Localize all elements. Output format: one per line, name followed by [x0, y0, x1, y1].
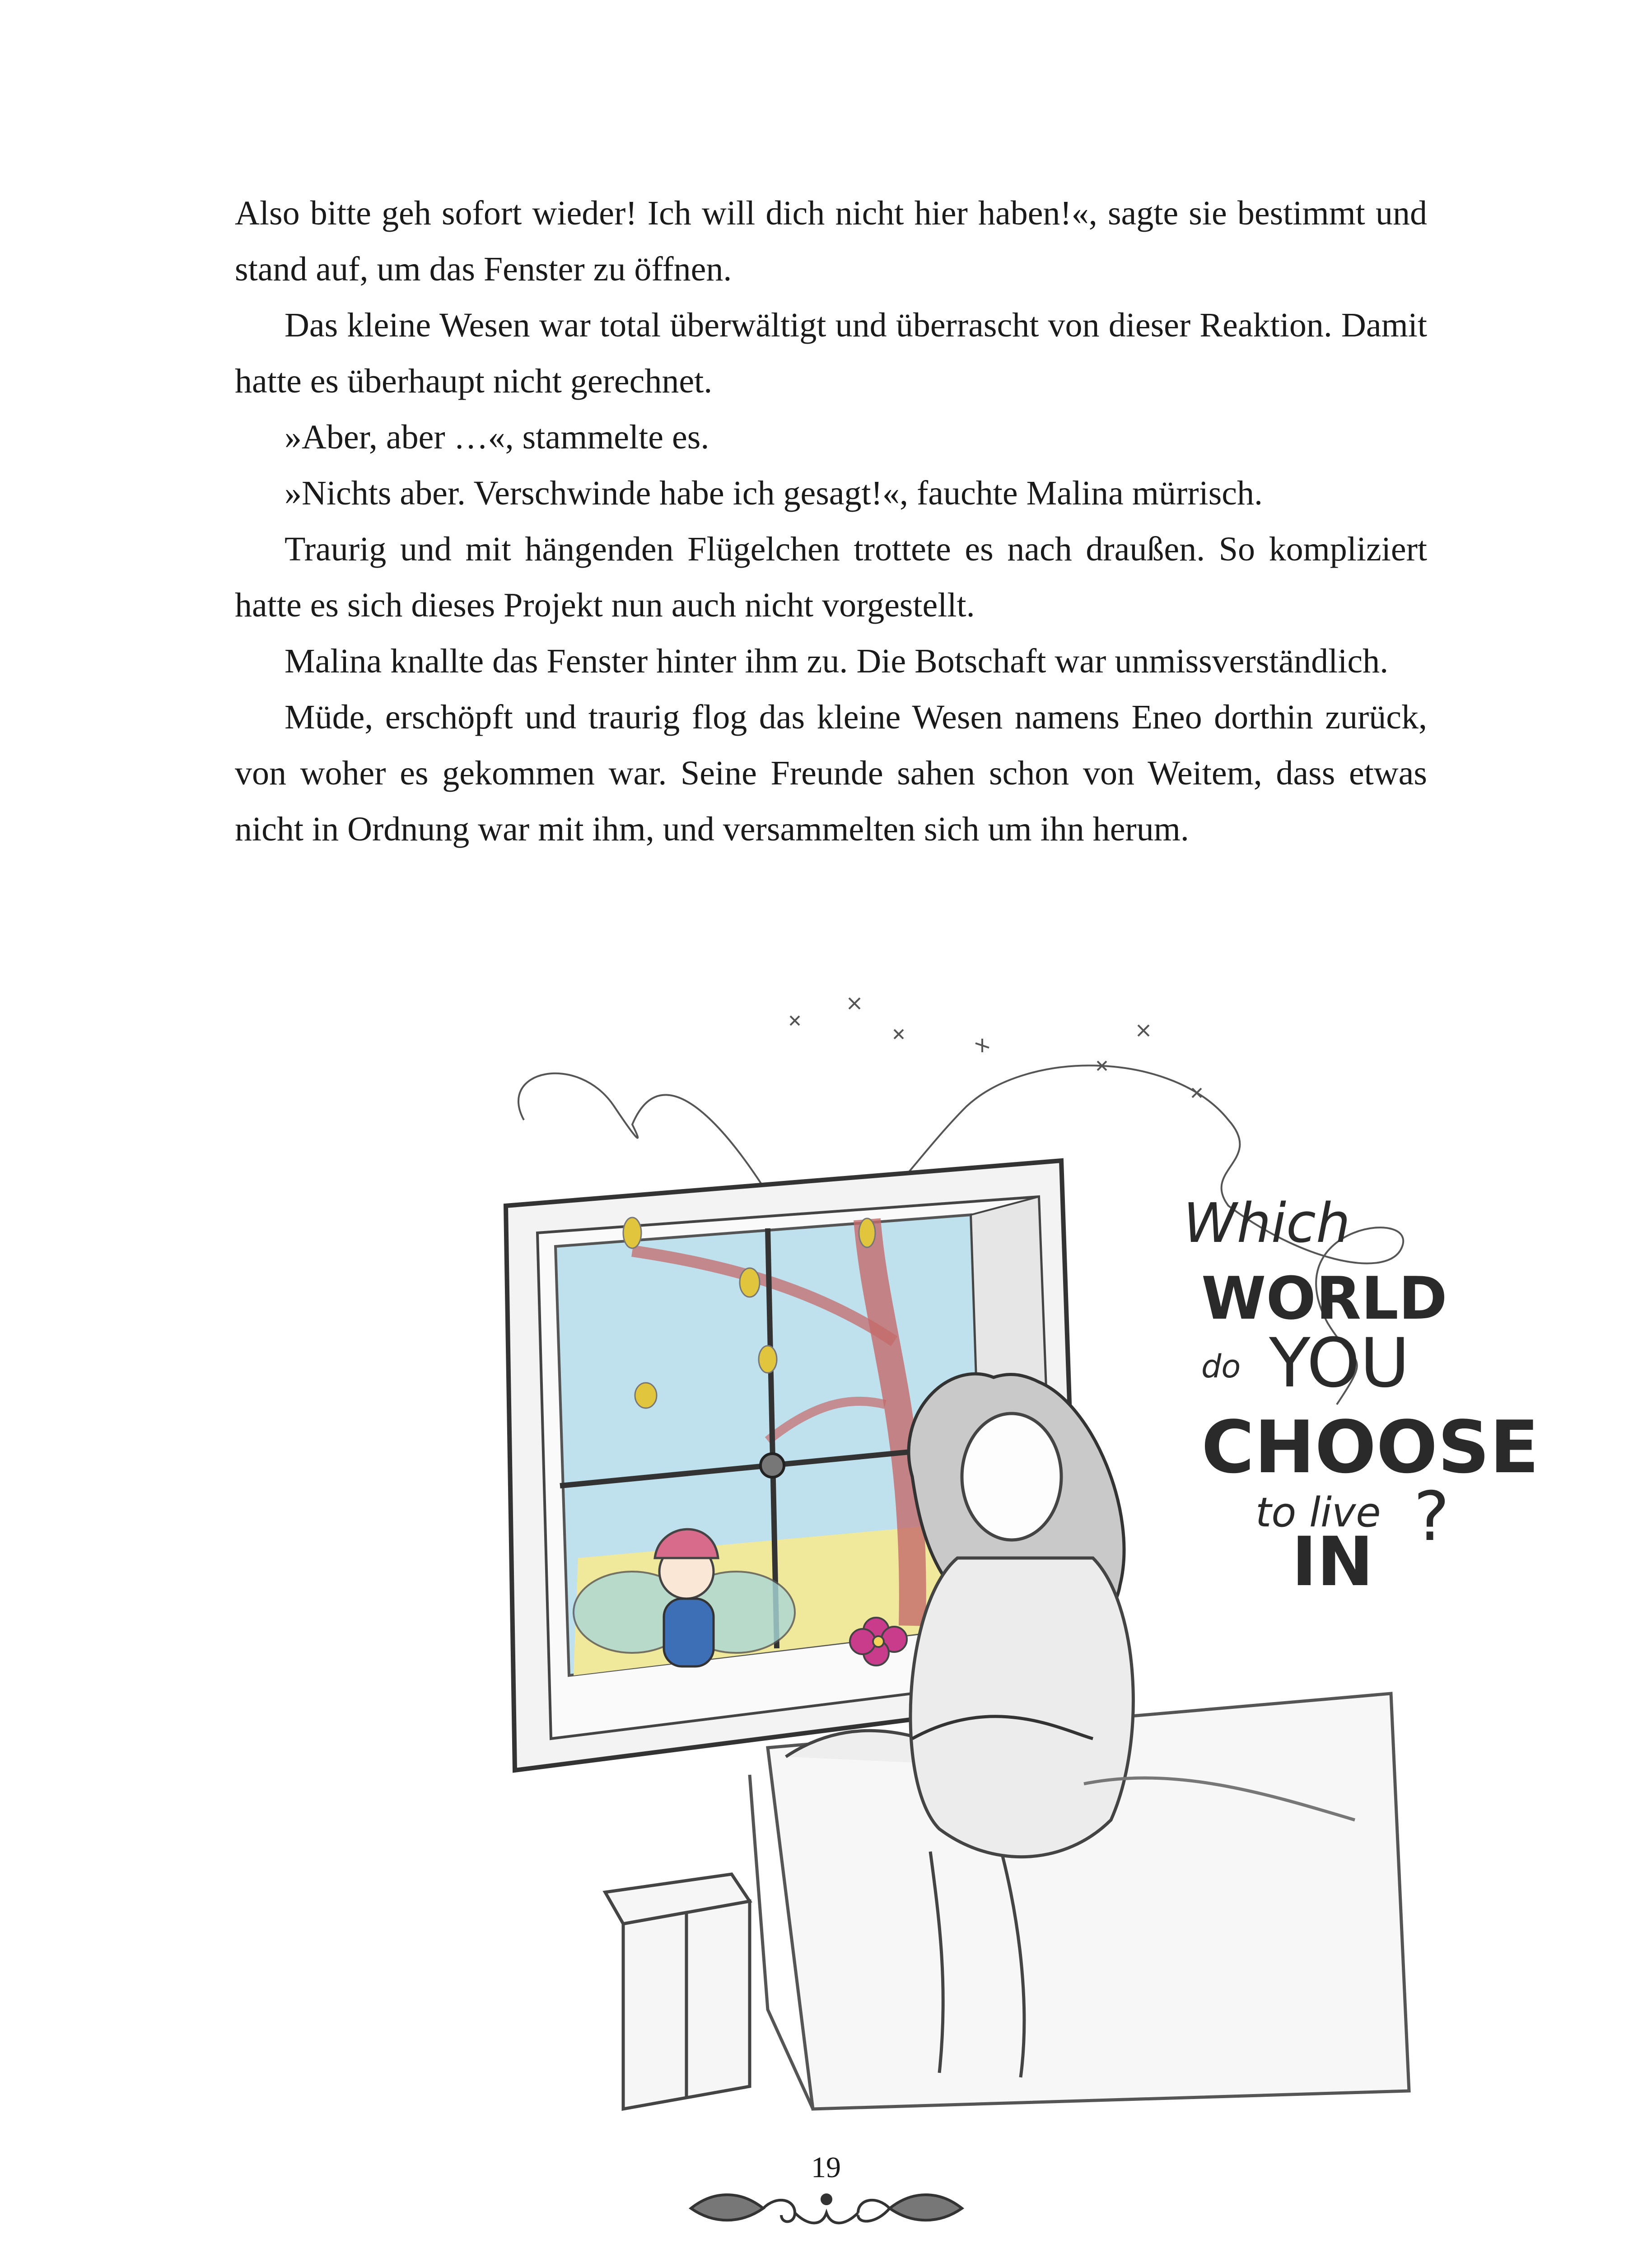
- lettering-do: do: [1201, 1348, 1241, 1385]
- paragraph: Das kleine Wesen war total überwältigt und überrascht von dieser Reaktion. Damit hatte es überhaupt nicht gerechnet.: [235, 306, 1427, 400]
- paragraph: Also bitte geh sofort wieder! Ich will dich nicht hier haben!«, sagte sie bestimmt und stand auf, um das Fenster zu öffnen.: [235, 194, 1427, 288]
- page-ornament-icon: [686, 2181, 966, 2231]
- illustration-girl-at-window: [497, 971, 1539, 2127]
- lettering-you: YOU: [1269, 1324, 1410, 1403]
- paragraph: Müde, erschöpft und traurig flog das kleine Wesen namens Eneo dorthin zurück, von woher es gekommen war. Seine Freunde sahen schon von Weitem, dass etwas nicht in Ordnung war mit ihm, und versammelten sich um ihn herum.: [235, 698, 1427, 848]
- paragraph: »Aber, aber …«, stammelte es.: [285, 418, 709, 456]
- paragraph: »Nichts aber. Verschwinde habe ich gesagt!«, fauchte Malina mürrisch.: [285, 474, 1263, 512]
- paragraph: Malina knallte das Fenster hinter ihm zu. Die Botschaft war unmissverständlich.: [285, 642, 1389, 680]
- lettering-choose: CHOOSE: [1201, 1405, 1539, 1489]
- lettering-which: Which: [1183, 1192, 1351, 1255]
- lettering-question-mark: ?: [1414, 1478, 1450, 1556]
- body-text: [235, 185, 1427, 857]
- paragraph: Traurig und mit hängenden Flügelchen trottete es nach draußen. So kompliziert hatte es sich dieses Projekt nun auch nicht vorgestellt.: [235, 530, 1427, 624]
- lettering-world: WORLD: [1201, 1264, 1447, 1333]
- page-number: 19: [811, 2151, 841, 2184]
- cube-box: [605, 1874, 750, 2109]
- lettering-to-live: to live: [1255, 1489, 1381, 1536]
- lettering-in: IN: [1292, 1523, 1374, 1601]
